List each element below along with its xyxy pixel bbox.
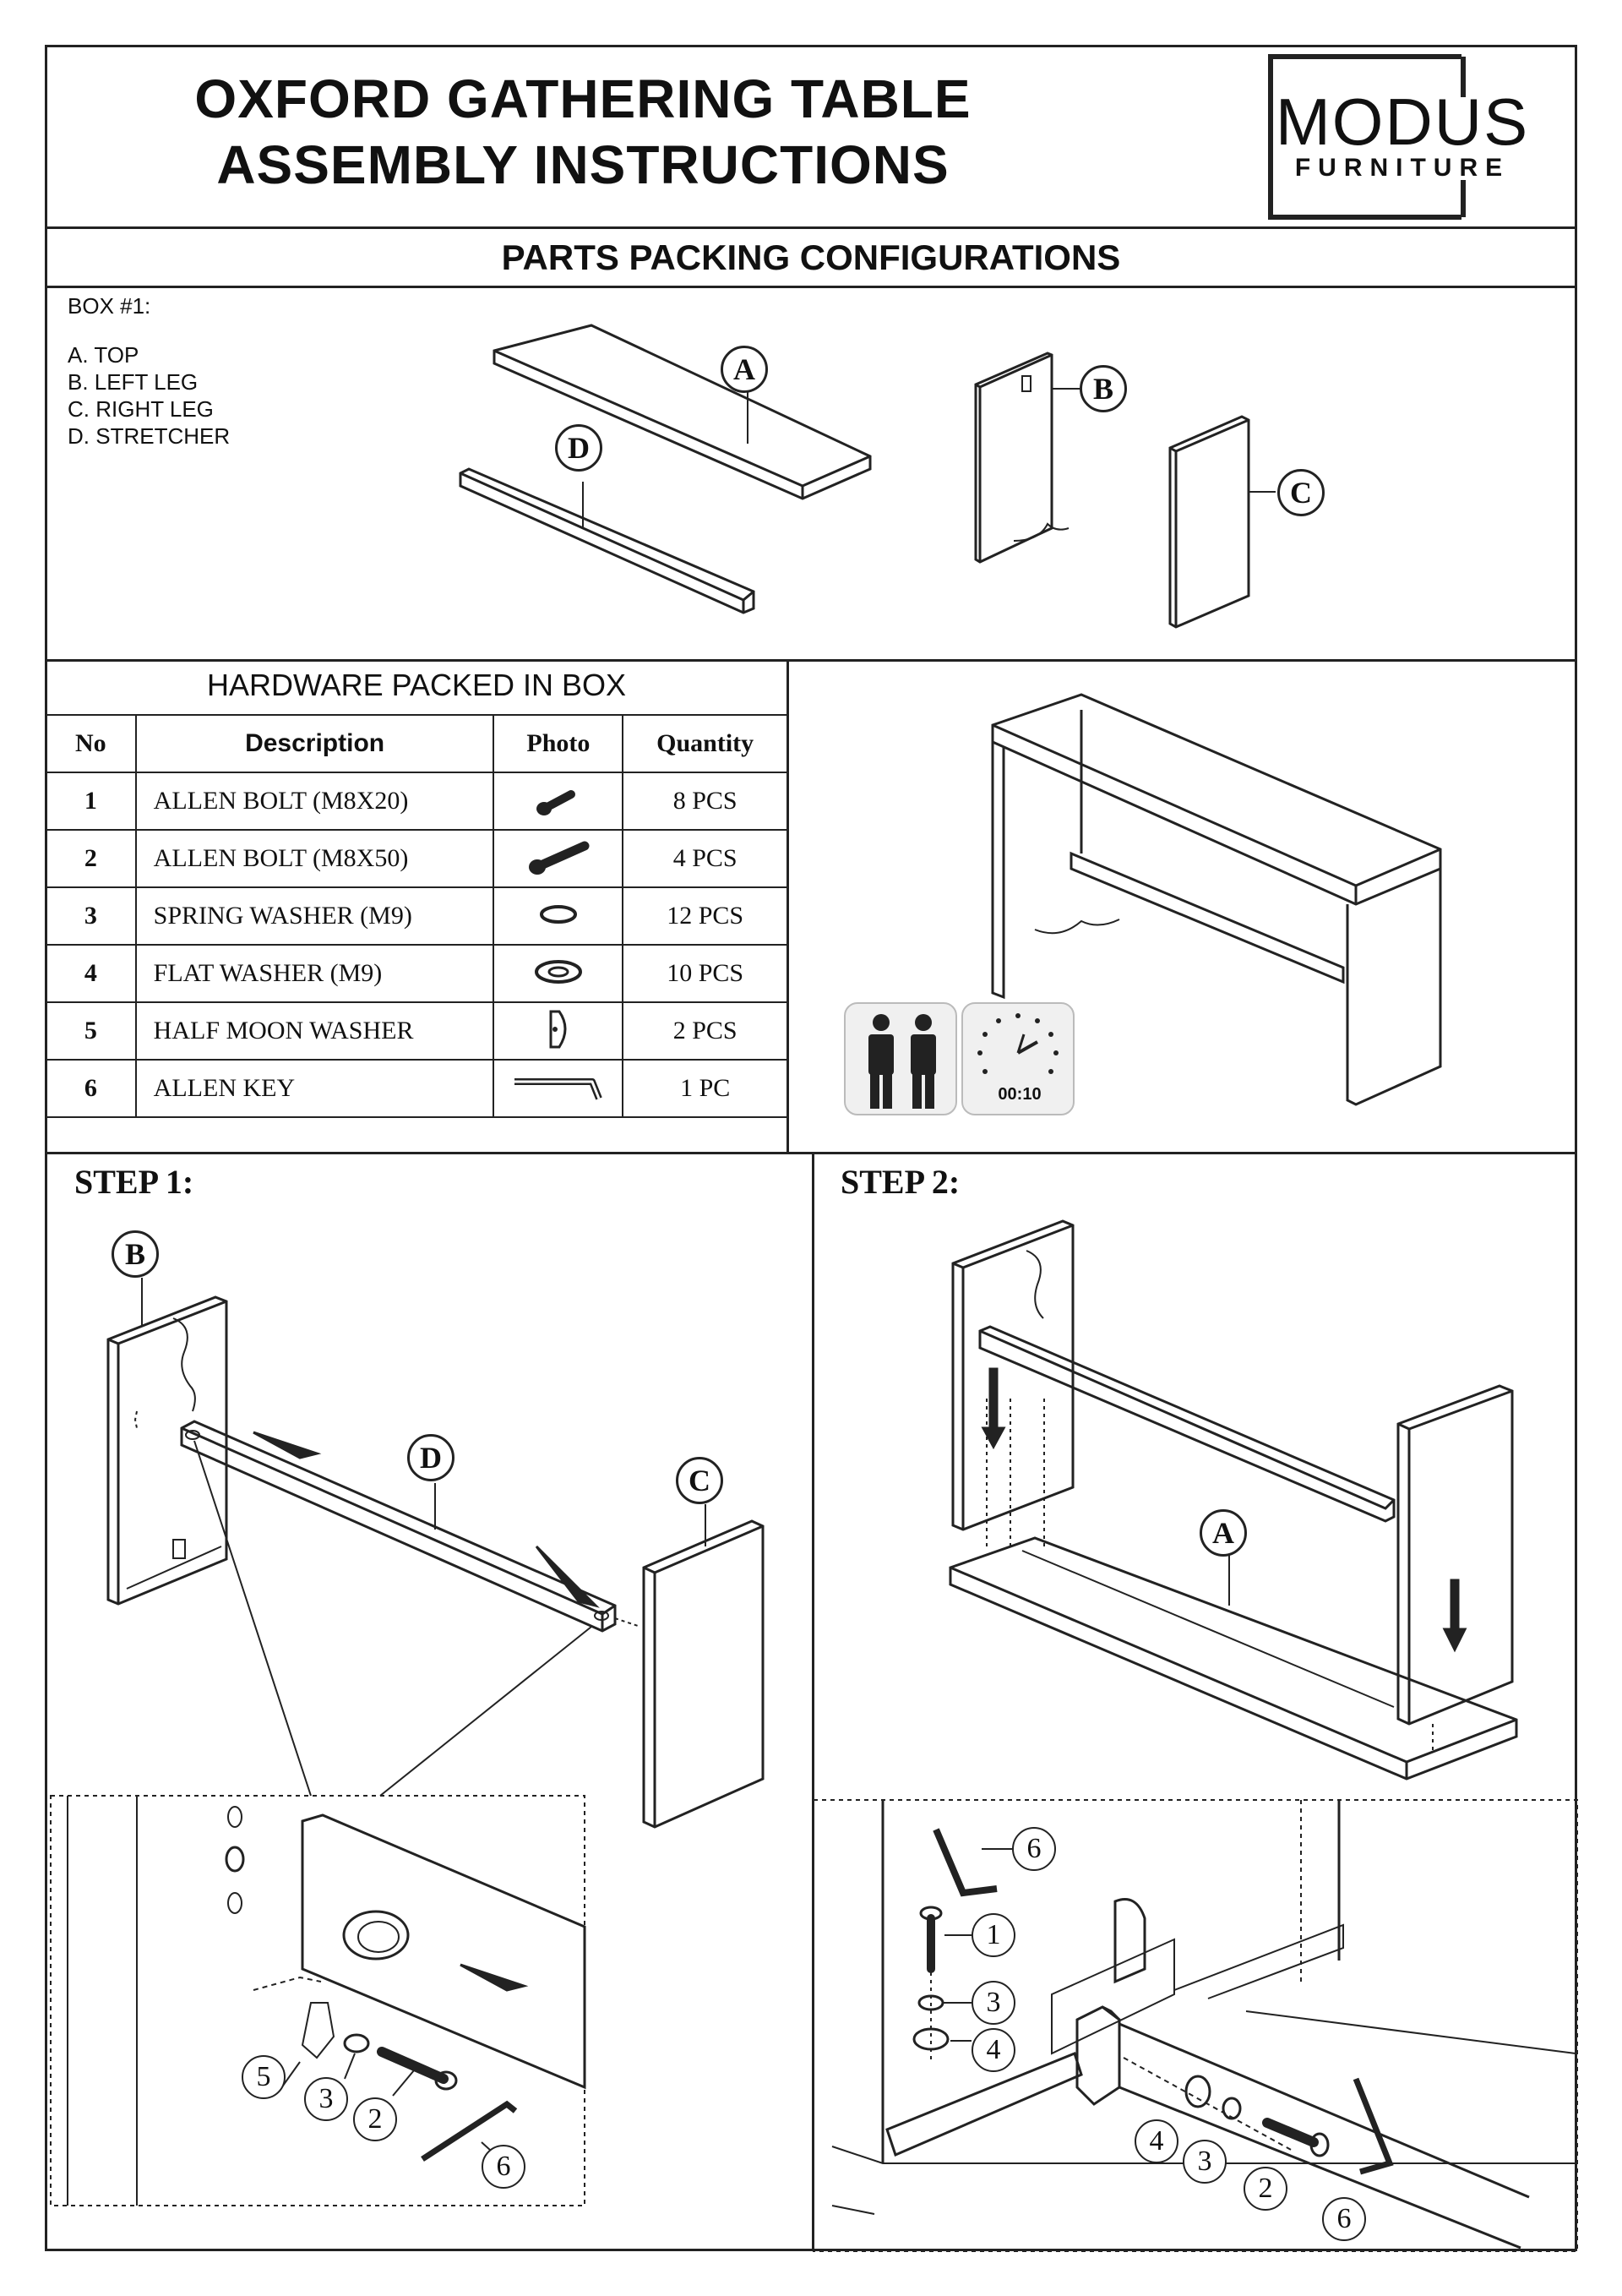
row-number: 1 — [46, 772, 136, 830]
step1-left-leg — [108, 1297, 226, 1604]
callout-d: D — [407, 1434, 454, 1481]
row-description: ALLEN BOLT (M8X20) — [136, 772, 494, 830]
table-row — [46, 1002, 787, 1060]
column-header: Quantity — [623, 715, 787, 772]
part-left-leg-drawing — [976, 353, 1080, 562]
part-number-6: 6 — [1322, 2197, 1366, 2241]
callout-a: A — [1200, 1509, 1247, 1557]
logo-main-text: MODUS — [1275, 85, 1530, 159]
two-people-icon — [844, 1002, 957, 1115]
row-quantity: 12 PCS — [623, 887, 787, 945]
hardware-title: HARDWARE PACKED IN BOX — [206, 668, 627, 702]
row-quantity: 2 PCS — [623, 1002, 787, 1060]
column-header: Description — [136, 715, 494, 772]
row-description: HALF MOON WASHER — [136, 1002, 494, 1060]
part-number-3: 3 — [304, 2077, 348, 2121]
section-heading: PARTS PACKING CONFIGURATIONS — [501, 237, 1121, 277]
callout-c: C — [676, 1457, 723, 1504]
assembly-time: 00:10 — [998, 1085, 1042, 1104]
detail-arrow-icon — [460, 1965, 524, 1990]
row-number: 4 — [46, 945, 136, 1002]
row-quantity: 4 PCS — [623, 830, 787, 887]
row-quantity: 8 PCS — [623, 772, 787, 830]
part-number-3: 3 — [972, 1981, 1015, 2025]
callout-b: B — [112, 1230, 159, 1278]
table-row — [46, 772, 787, 830]
part-stretcher-drawing — [460, 469, 754, 613]
table-row — [46, 945, 787, 1002]
allen-key-icon — [508, 1068, 609, 1105]
step1-right-leg — [644, 1504, 763, 1827]
long-bolt-icon — [520, 837, 596, 876]
callout-d: D — [555, 424, 602, 472]
part-item: A. TOP — [68, 342, 139, 368]
short-bolt-icon — [529, 783, 588, 816]
row-quantity: 10 PCS — [623, 945, 787, 1002]
part-number-2: 2 — [1244, 2167, 1287, 2211]
part-item: B. LEFT LEG — [68, 369, 199, 395]
callout-a: A — [721, 346, 768, 393]
callout-b: B — [1080, 365, 1127, 412]
row-description: ALLEN BOLT (M8X50) — [136, 830, 494, 887]
part-number-6: 6 — [482, 2145, 525, 2189]
step2-label: STEP 2: — [841, 1163, 961, 1201]
part-number-1: 1 — [972, 1913, 1015, 1957]
part-number-4: 4 — [1135, 2119, 1178, 2163]
step2-assembly — [950, 1221, 1516, 1779]
column-header: No — [46, 715, 136, 772]
box-label: BOX #1: — [68, 293, 151, 319]
clock-icon — [961, 1002, 1075, 1115]
column-header: Photo — [493, 715, 623, 772]
row-number: 6 — [46, 1060, 136, 1117]
step1-detail-drawing — [226, 1807, 585, 2159]
part-item: C. RIGHT LEG — [68, 396, 214, 422]
part-right-leg-drawing — [1170, 417, 1276, 627]
row-description: FLAT WASHER (M9) — [136, 945, 494, 1002]
row-number: 3 — [46, 887, 136, 945]
table-row — [46, 887, 787, 945]
logo-sub-text: FURNITURE — [1294, 154, 1510, 182]
table-row — [46, 830, 787, 887]
part-number-2: 2 — [353, 2097, 397, 2141]
half-moon-washer-icon — [537, 1006, 580, 1052]
part-item: D. STRETCHER — [68, 423, 231, 449]
row-quantity: 1 PC — [623, 1060, 787, 1117]
table-header-row — [46, 715, 787, 772]
part-number-4: 4 — [972, 2028, 1015, 2072]
table-row — [46, 1060, 787, 1117]
part-number-6: 6 — [1012, 1827, 1056, 1871]
hardware-table — [45, 714, 788, 1118]
part-number-3: 3 — [1183, 2140, 1227, 2184]
callout-c: C — [1277, 469, 1325, 516]
page-subtitle: ASSEMBLY INSTRUCTIONS — [216, 134, 950, 195]
spring-washer-icon — [533, 902, 584, 927]
flat-washer-icon — [529, 957, 588, 986]
step1-label: STEP 1: — [74, 1163, 194, 1201]
part-number-5: 5 — [242, 2055, 286, 2099]
row-description: SPRING WASHER (M9) — [136, 887, 494, 945]
page-title: OXFORD GATHERING TABLE — [194, 68, 972, 129]
part-top-drawing — [494, 325, 870, 499]
row-description: ALLEN KEY — [136, 1060, 494, 1117]
row-number: 5 — [46, 1002, 136, 1060]
row-number: 2 — [46, 830, 136, 887]
